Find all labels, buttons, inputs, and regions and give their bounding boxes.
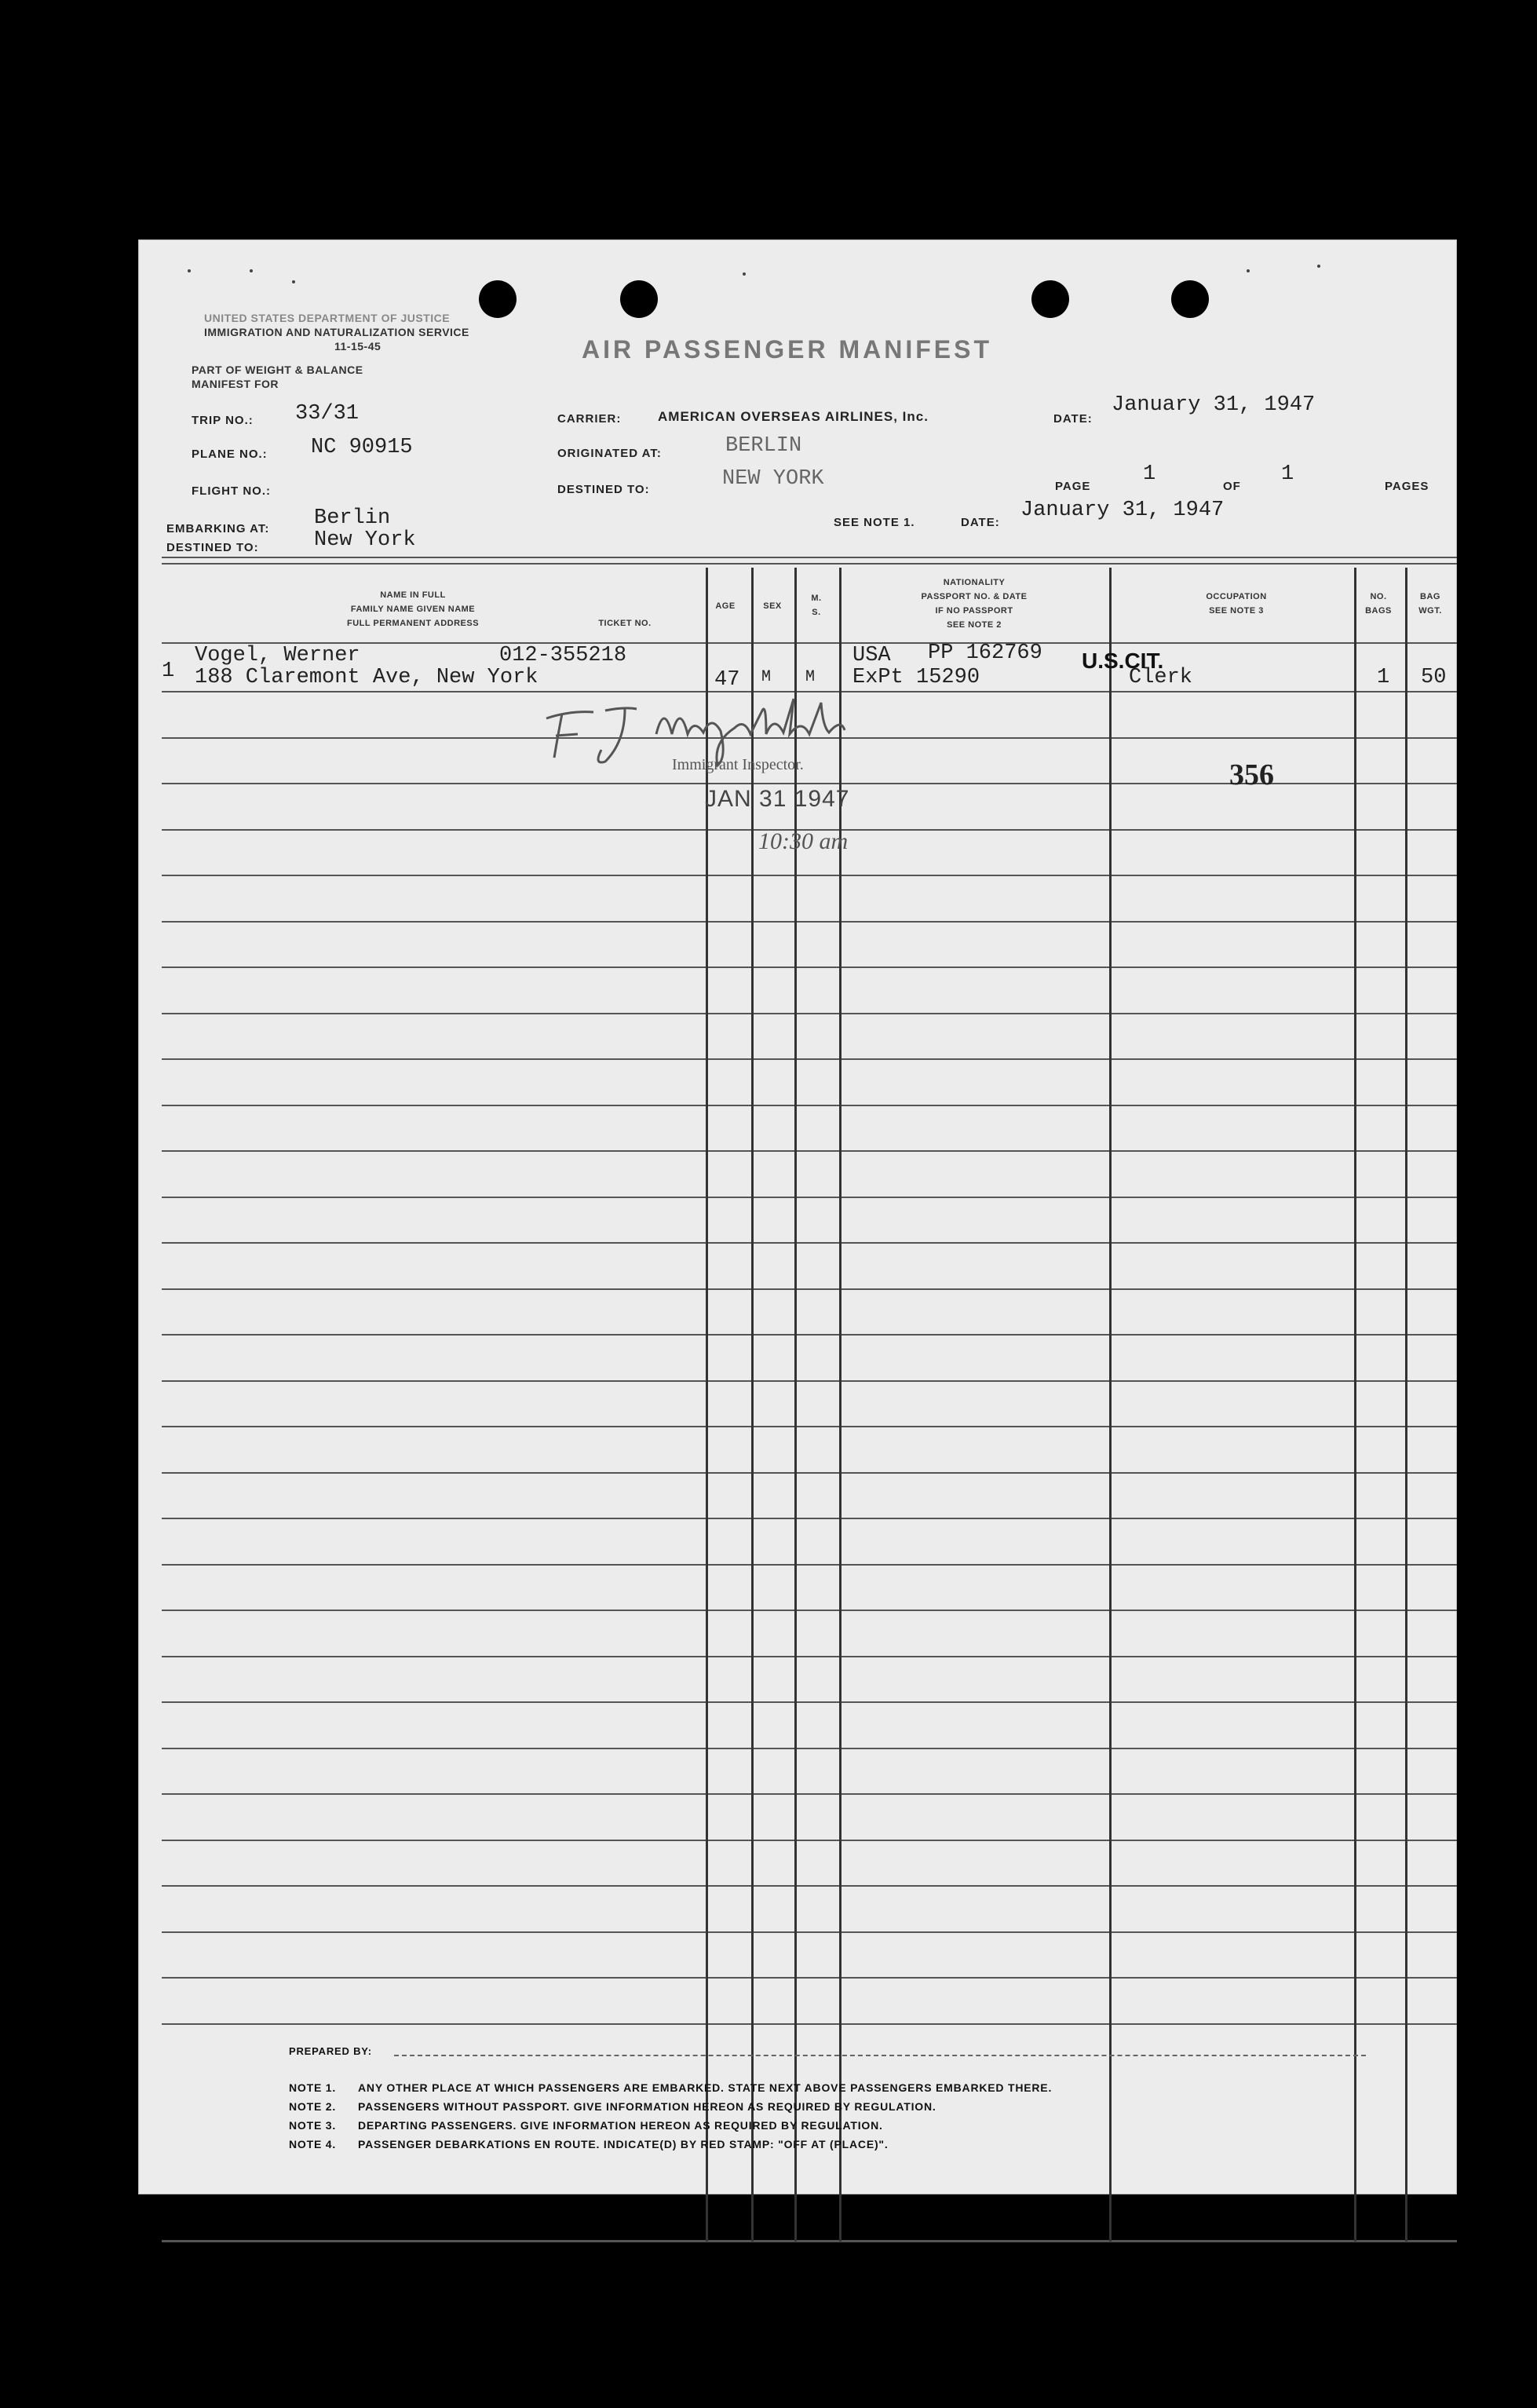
- row-rule: [162, 1656, 1457, 1657]
- note3-text: DEPARTING PASSENGERS. GIVE INFORMATION HEREON AS REQUIRED BY REGULATION.: [358, 2119, 883, 2132]
- col-occ-line2: SEE NOTE 3: [1209, 606, 1264, 616]
- speck: [250, 269, 253, 272]
- col-divider-nationality: [839, 568, 842, 2242]
- row-rule: [162, 1150, 1457, 1152]
- speck: [1247, 269, 1250, 272]
- note3-label: NOTE 3.: [289, 2119, 337, 2132]
- note2-text: PASSENGERS WITHOUT PASSPORT. GIVE INFORMATION HEREON AS REQUIRED BY REGULATION.: [358, 2100, 936, 2113]
- col-age-header: AGE: [715, 601, 736, 611]
- passenger-passport: PP 162769: [928, 641, 1042, 665]
- date-label: DATE:: [1053, 412, 1093, 426]
- row-rule: [162, 1380, 1457, 1382]
- row-rule: [162, 1013, 1457, 1014]
- speck: [1317, 265, 1320, 268]
- carrier-value: AMERICAN OVERSEAS AIRLINES, Inc.: [658, 409, 929, 424]
- row-rule: [162, 1242, 1457, 1244]
- passenger-occupation: Clerk: [1129, 666, 1193, 689]
- form-date: 11-15-45: [334, 340, 382, 353]
- col-divider-occupation: [1109, 568, 1112, 2242]
- note4-text: PASSENGER DEBARKATIONS EN ROUTE. INDICATE(D) BY RED STAMP: "OFF AT (PLACE)".: [358, 2138, 889, 2150]
- table-bottom-rule: [162, 2240, 1457, 2242]
- passenger-bag-weight: 50: [1421, 666, 1447, 689]
- note4-label: NOTE 4.: [289, 2138, 337, 2150]
- passenger-marital: M: [805, 668, 816, 686]
- destined-label: DESTINED TO:: [557, 483, 650, 496]
- punch-hole: [1171, 280, 1209, 318]
- originated-label: ORIGINATED AT:: [557, 447, 662, 460]
- of-label: OF: [1223, 480, 1241, 493]
- row-rule: [162, 1288, 1457, 1290]
- row-rule: [162, 1518, 1457, 1519]
- us-citizen-stamp: U.S.CIT.: [1082, 649, 1164, 673]
- col-bagwgt-line1: BAG: [1420, 592, 1440, 601]
- row-rule: [162, 1840, 1457, 1841]
- agency-line2: IMMIGRATION AND NATURALIZATION SERVICE: [204, 326, 469, 338]
- see-note-1: SEE NOTE 1.: [834, 516, 915, 529]
- embarking-value: Berlin: [314, 506, 391, 530]
- destined-value: NEW YORK: [722, 467, 824, 491]
- row-rule: [162, 1472, 1457, 1474]
- note2-label: NOTE 2.: [289, 2100, 337, 2113]
- date2-value: January 31, 1947: [1020, 499, 1225, 522]
- speck: [188, 269, 191, 272]
- col-divider-age: [706, 568, 708, 2242]
- col-nat-line4: SEE NOTE 2: [947, 620, 1002, 630]
- header-rule: [162, 557, 1457, 558]
- destined-to-value: New York: [314, 528, 416, 552]
- col-name-line3: FULL PERMANENT ADDRESS: [346, 619, 480, 628]
- carrier-label: CARRIER:: [557, 412, 622, 426]
- col-sex-header: SEX: [763, 601, 782, 611]
- inspection-time: 10:30 am: [758, 828, 849, 854]
- col-name-line1: NAME IN FULL: [380, 590, 446, 600]
- header-rule: [162, 563, 1457, 565]
- row-rule: [162, 1977, 1457, 1979]
- col-nat-line3: IF NO PASSPORT: [935, 606, 1013, 616]
- row-rule: [162, 1426, 1457, 1427]
- row-rule: [162, 1105, 1457, 1106]
- col-divider-ms: [794, 568, 797, 2242]
- passenger-address: 188 Claremont Ave, New York: [195, 666, 538, 689]
- page-label: PAGE: [1055, 480, 1091, 493]
- col-bags-line2: BAGS: [1365, 606, 1392, 616]
- passenger-number: 1: [162, 660, 175, 683]
- note1-text: ANY OTHER PLACE AT WHICH PASSENGERS ARE EMBARKED. STATE NEXT ABOVE PASSENGERS EMBARKED THERE.: [358, 2081, 1053, 2094]
- passenger-name: Vogel, Werner: [195, 644, 360, 667]
- speck: [292, 280, 295, 283]
- punch-hole: [479, 280, 517, 318]
- col-divider-sex: [751, 568, 754, 2242]
- plane-no-label: PLANE NO.:: [192, 448, 268, 461]
- speck: [743, 272, 746, 276]
- row-rule: [162, 1793, 1457, 1795]
- punch-hole: [620, 280, 658, 318]
- row-rule: [162, 1564, 1457, 1566]
- prepared-by-label: PREPARED BY:: [289, 2045, 372, 2057]
- pages-label: PAGES: [1385, 480, 1429, 493]
- manifest-sheet: [138, 239, 1457, 2194]
- col-bagwgt-line2: WGT.: [1418, 606, 1442, 616]
- passenger-passport2: ExPt 15290: [852, 666, 980, 689]
- row-rule: [162, 875, 1457, 876]
- passenger-bags: 1: [1377, 666, 1390, 689]
- col-name-line2: FAMILY NAME GIVEN NAME: [350, 605, 476, 614]
- prepared-by-line: [394, 2055, 1366, 2056]
- col-name-header: [256, 588, 570, 630]
- inspector-label: Immigrant Inspector.: [672, 756, 804, 773]
- col-bags-line1: NO.: [1370, 592, 1387, 601]
- destined-to-label: DESTINED TO:: [166, 541, 259, 554]
- punch-hole: [1031, 280, 1069, 318]
- plane-no-value: NC 90915: [311, 436, 413, 459]
- col-occupation-header: [1115, 590, 1358, 618]
- col-ticket-header: TICKET NO.: [598, 619, 652, 628]
- trip-no-value: 33/31: [295, 402, 360, 426]
- col-ms-line2: S.: [812, 608, 821, 617]
- part-of-weight-line1: PART OF WEIGHT & BALANCE: [192, 364, 363, 376]
- row-rule: [162, 2023, 1457, 2025]
- date2-label: DATE:: [961, 516, 1000, 529]
- page-title: AIR PASSENGER MANIFEST: [582, 335, 992, 364]
- originated-value: BERLIN: [725, 434, 802, 458]
- row-rule: [162, 1610, 1457, 1611]
- date-value: January 31, 1947: [1112, 393, 1316, 417]
- col-ms-header: [794, 591, 838, 619]
- note1-label: NOTE 1.: [289, 2081, 337, 2094]
- page-value: 1: [1143, 462, 1156, 486]
- row-rule: [162, 1931, 1457, 1933]
- row-rule: [162, 921, 1457, 923]
- agency-line1: UNITED STATES DEPARTMENT OF JUSTICE: [204, 312, 451, 324]
- embarking-label: EMBARKING AT:: [166, 522, 270, 535]
- part-of-weight-line2: MANIFEST FOR: [192, 378, 279, 390]
- row-rule: [162, 966, 1457, 968]
- passenger-nationality: USA: [852, 644, 891, 667]
- of-value: 1: [1281, 462, 1294, 486]
- col-occ-line1: OCCUPATION: [1206, 592, 1267, 601]
- passenger-age: 47: [714, 668, 740, 692]
- number-stamp: 356: [1229, 758, 1274, 791]
- row-rule: [162, 1748, 1457, 1749]
- col-ms-line1: M.: [811, 594, 822, 603]
- passenger-ticket: 012-355218: [499, 644, 627, 667]
- col-nat-line2: PASSPORT NO. & DATE: [921, 592, 1028, 601]
- row-rule: [162, 1334, 1457, 1336]
- row-rule: [162, 1885, 1457, 1887]
- col-nationality-header: [845, 576, 1104, 632]
- col-nat-line1: NATIONALITY: [943, 578, 1006, 587]
- row-rule: [162, 1197, 1457, 1198]
- inspection-date-stamp: JAN 31 1947: [705, 786, 850, 812]
- flight-no-label: FLIGHT NO.:: [192, 484, 271, 498]
- trip-no-label: TRIP NO.:: [192, 414, 254, 427]
- col-divider-bags: [1354, 568, 1356, 2242]
- row-rule: [162, 1701, 1457, 1703]
- col-bagwgt-header: [1408, 590, 1452, 618]
- col-bags-header: [1356, 590, 1400, 618]
- col-divider-bagwgt: [1405, 568, 1407, 2242]
- passenger-sex: M: [761, 668, 772, 686]
- row-rule: [162, 1058, 1457, 1060]
